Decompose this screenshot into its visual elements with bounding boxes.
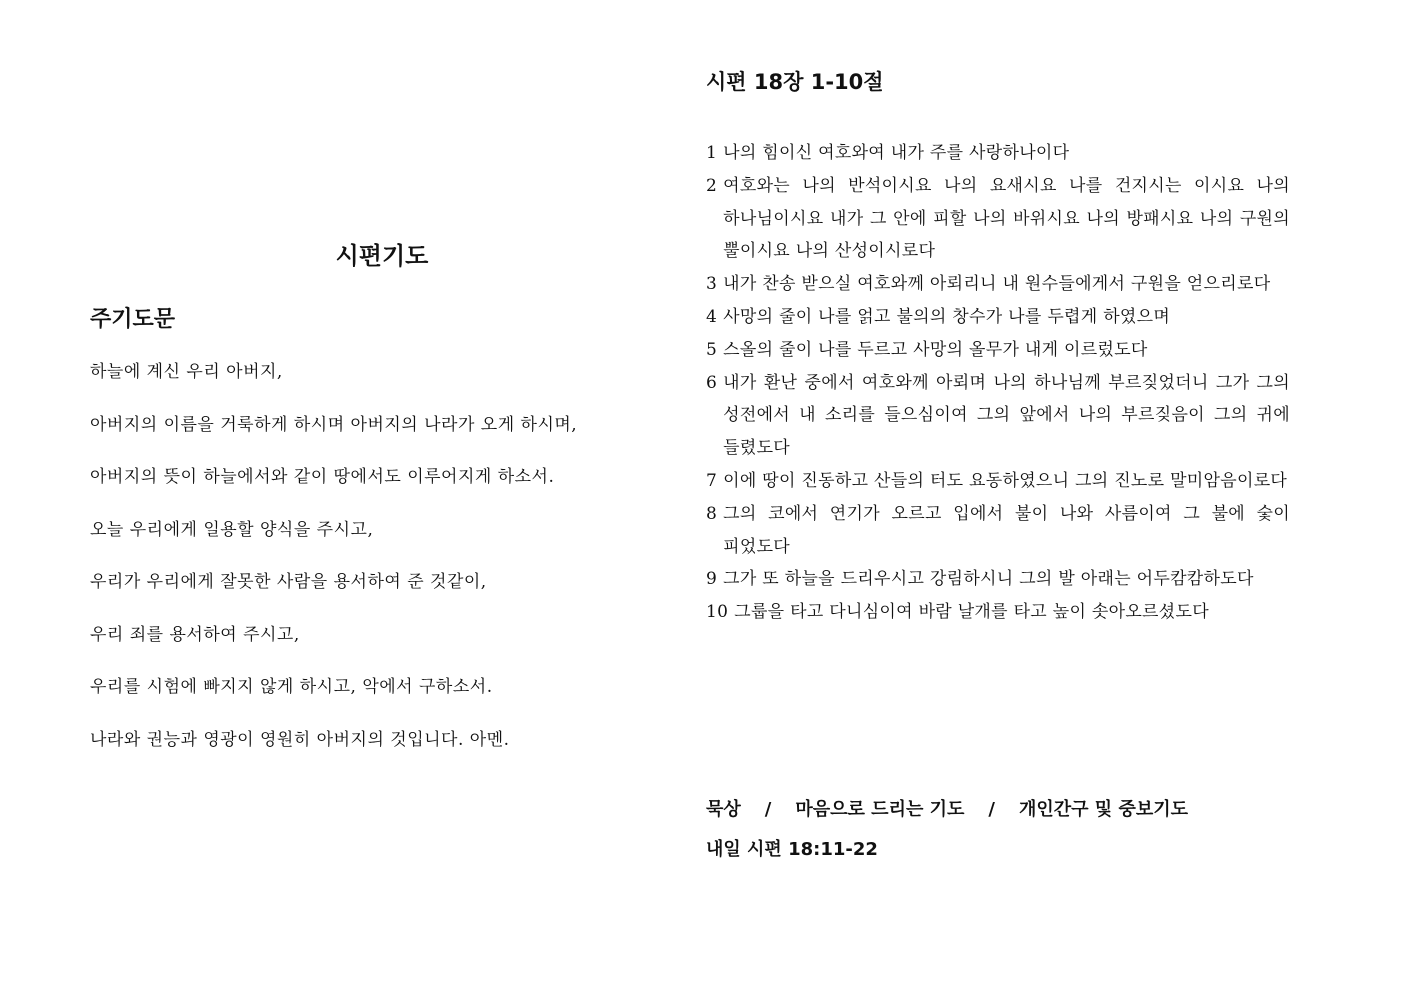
verse-number: 2: [706, 175, 718, 196]
prayer-line: 아버지의 뜻이 하늘에서와 같이 땅에서도 이루어지게 하소서.: [90, 467, 555, 487]
verse-text: 그룹을 타고 다니심이여 바람 날개를 타고 높이 솟아오르셨도다: [734, 602, 1209, 623]
verse-text: 여호와는 나의 반석이시요 나의 요새시요 나를 건지시는 이시요 나의 하나님이시요 내가 그 안에 피할 나의 바위시요 나의 방패시요 나의 구원의 뿔이시요 나의 산성이시로다: [723, 175, 1290, 262]
prayer-line: 나라와 권능과 영광이 영원히 아버지의 것입니다. 아멘.: [90, 729, 510, 750]
verse: [706, 563, 1290, 596]
lords-prayer: [90, 357, 577, 777]
meditation-guide: [706, 795, 1188, 821]
verse-number: 1: [706, 143, 718, 163]
verse: [706, 596, 1290, 629]
verse-number: 10: [706, 602, 729, 623]
verse: [706, 334, 1290, 367]
verse-text: 내가 환난 중에서 여호와께 아뢰며 나의 하나님께 부르짖었더니 그가 그의 성전에서 내 소리를 들으심이여 그의 앞에서 나의 부르짖음이 그의 귀에 들렸도다: [723, 372, 1290, 459]
psalm-verses: [706, 137, 1290, 629]
verse-number: 4: [706, 306, 718, 327]
verse-text: 그의 코에서 연기가 오르고 입에서 불이 나와 사름이여 그 불에 숯이 피었도다: [723, 503, 1290, 557]
prayer-line: 하늘에 계신 우리 아버지,: [90, 362, 283, 382]
reading-title: 시편 18장 1-10절: [706, 70, 884, 94]
prayer-line: 아버지의 이름을 거룩하게 하시며 아버지의 나라가 오게 하시며,: [90, 414, 578, 435]
verse-text: 사망의 줄이 나를 얽고 불의의 창수가 나를 두렵게 하였으며: [723, 306, 1171, 327]
tomorrow-reading: 내일 시편 18:11-22: [706, 839, 878, 860]
verse: [706, 137, 1290, 170]
verse: [706, 498, 1290, 564]
separator: /: [988, 799, 995, 820]
prayer-line: 우리를 시험에 빠지지 않게 하시고, 악에서 구하소서.: [90, 677, 493, 697]
heart-prayer-label: 마음으로 드리는 기도: [795, 799, 965, 820]
verse-text: 나의 힘이신 여호와여 내가 주를 사랑하나이다: [723, 143, 1070, 163]
prayer-line: 우리 죄를 용서하여 주시고,: [90, 624, 300, 645]
page-title: 시편기도: [335, 242, 429, 270]
verse-text: 내가 찬송 받으실 여호와께 아뢰리니 내 원수들에게서 구원을 얻으리로다: [723, 274, 1271, 295]
verse-number: 6: [706, 372, 718, 393]
verse-number: 8: [706, 503, 718, 524]
meditation-label: 묵상: [706, 799, 741, 820]
verse: [706, 367, 1290, 465]
prayer-line: 오늘 우리에게 일용할 양식을 주시고,: [90, 519, 374, 540]
verse-number: 5: [706, 339, 718, 360]
verse-number: 9: [706, 569, 718, 590]
prayer-line: 우리가 우리에게 잘못한 사람을 용서하여 준 것같이,: [90, 572, 487, 592]
verse-text: 그가 또 하늘을 드리우시고 강림하시니 그의 발 아래는 어두캄캄하도다: [723, 569, 1254, 590]
section-title-lords-prayer: 주기도문: [90, 307, 176, 332]
separator: /: [764, 799, 772, 820]
intercession-label: 개인간구 및 중보기도: [1018, 799, 1188, 820]
verse: [706, 465, 1290, 498]
verse: [706, 170, 1290, 268]
verse: [706, 268, 1290, 301]
verse-text: 이에 땅이 진동하고 산들의 터도 요동하였으니 그의 진노로 말미암음이로다: [723, 470, 1288, 491]
verse-text: 스올의 줄이 나를 두르고 사망의 올무가 내게 이르렀도다: [723, 339, 1148, 360]
verse: [706, 301, 1290, 334]
verse-number: 7: [706, 470, 718, 491]
verse-number: 3: [706, 274, 718, 295]
